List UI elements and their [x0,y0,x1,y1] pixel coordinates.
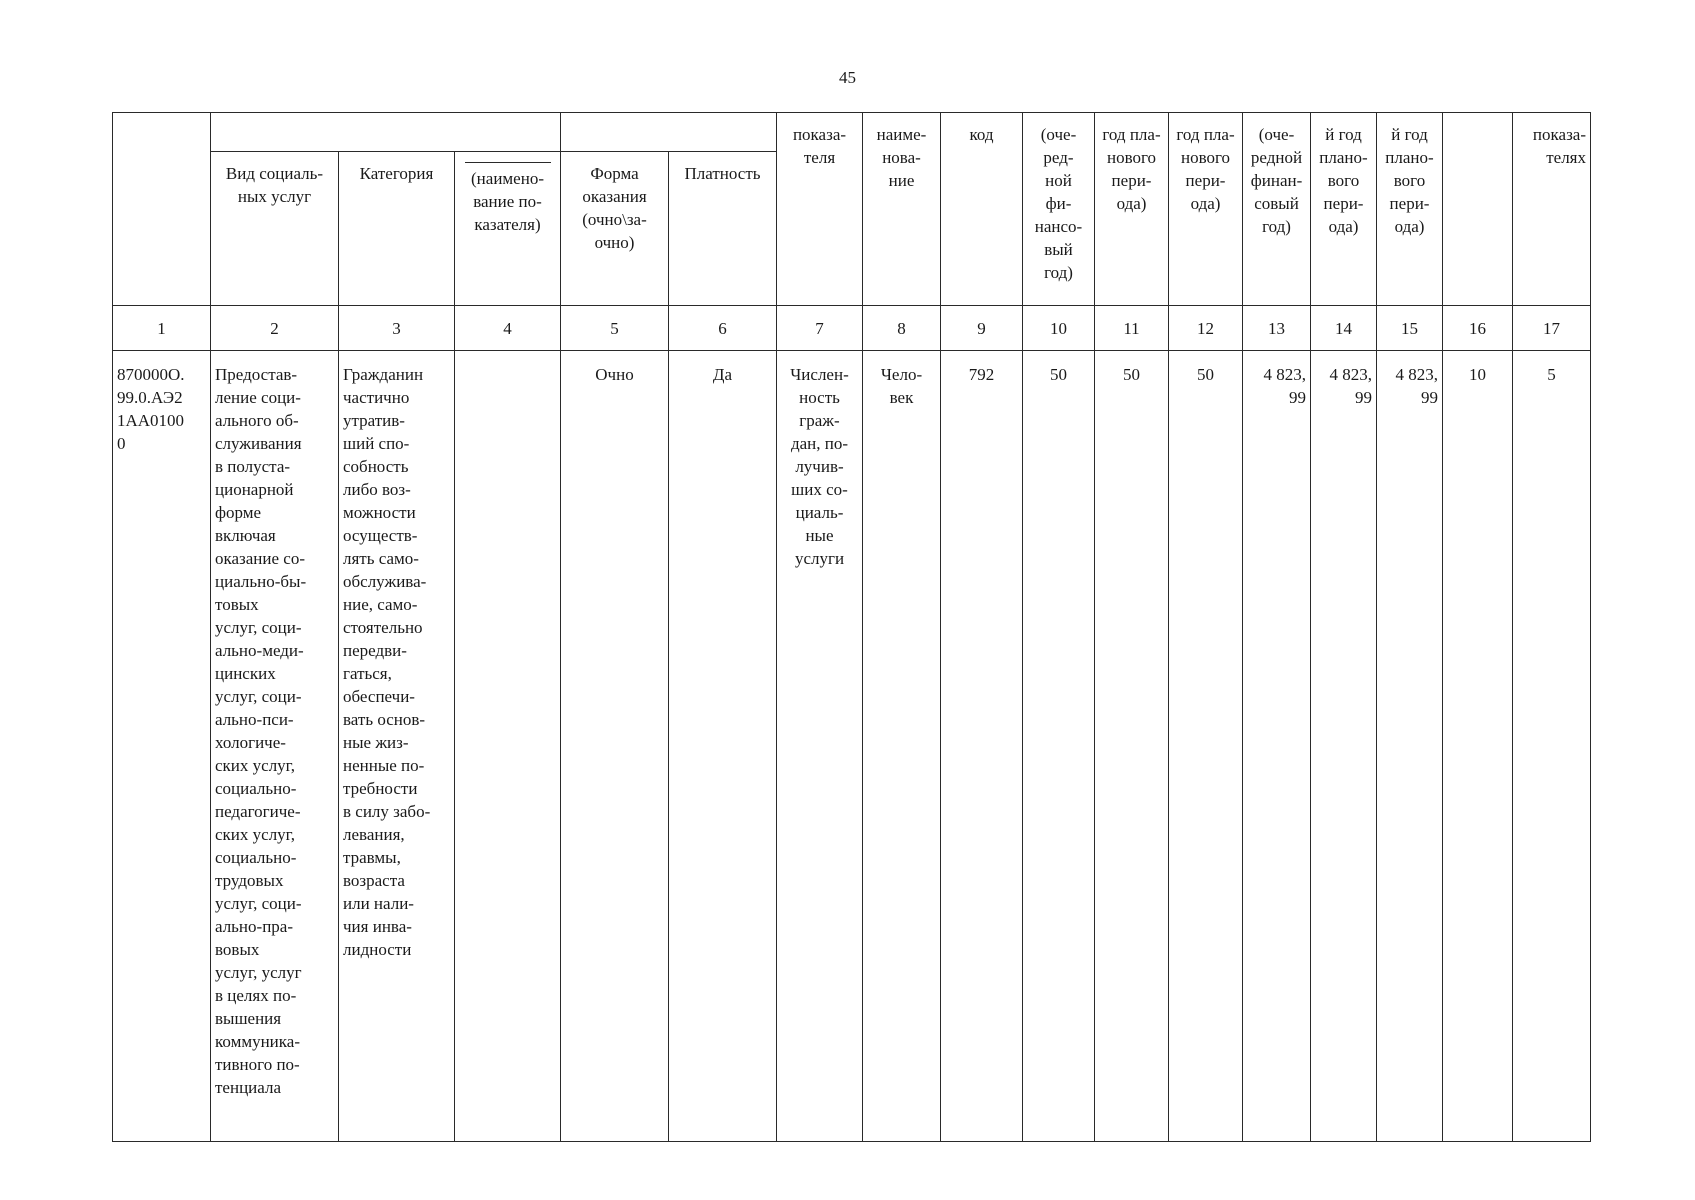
table-row [113,351,1591,1142]
header-cell-8: наиме- нова- ние [863,113,941,306]
header-cell-12: год пла- нового пери- ода) [1169,113,1243,306]
header-cell-2: Вид социаль- ных услуг [211,152,339,306]
indicator-name-cell [455,351,561,1142]
column-number: 6 [669,306,777,351]
service-type-cell: Предостав- ление соци- ального об- служивания в полуста- ционарной форме включая оказание со- циально-бы- товых услуг, соци- ально-меди- цинских услуг, соци- ально-пси- хологиче- ских услуг, социально- педагогиче- ских услуг, социально- трудовых услуг, соци- ально-пра- вовых услуг, услуг в целях по- вышения коммуника- тивного по- тенциала [211,351,339,1142]
header-cell-13: (оче- редной финан- совый год) [1243,113,1311,306]
column-number: 4 [455,306,561,351]
header-cell-10: (оче- ред- ной фи- нансо- вый год) [1023,113,1095,306]
header-cell-1 [113,113,211,306]
header-cell-3: Категория [339,152,455,306]
header-cell-6: Платность [669,152,777,306]
column-number-row [113,306,1591,351]
column-number: 2 [211,306,339,351]
column-number: 5 [561,306,669,351]
column-number: 11 [1095,306,1169,351]
header-cell-4: (наимено- вание по- казателя) [455,152,561,306]
column-number: 16 [1443,306,1513,351]
column-number: 10 [1023,306,1095,351]
value-plan-year-1-cell: 50 [1095,351,1169,1142]
deviation-percent-cell: 10 [1443,351,1513,1142]
price-plan-year-2-cell: 4 823, 99 [1377,351,1443,1142]
header-cell-14: й год плано- вого пери- ода) [1311,113,1377,306]
indicator-cell: Числен- ность граж- дан, по- лучив- ших со- циаль- ные услуги [777,351,863,1142]
header-cell-16 [1443,113,1513,306]
header-cell-7: показа- теля [777,113,863,306]
column-number: 12 [1169,306,1243,351]
column-number: 13 [1243,306,1311,351]
header-cell-17: показа- телях [1513,113,1591,306]
column-number: 9 [941,306,1023,351]
registry-code-cell: 870000О. 99.0.АЭ2 1АА0100 0 [113,351,211,1142]
price-plan-year-1-cell: 4 823, 99 [1311,351,1377,1142]
price-current-year-cell: 4 823, 99 [1243,351,1311,1142]
column-number: 15 [1377,306,1443,351]
delivery-form-cell: Очно [561,351,669,1142]
column-number: 17 [1513,306,1591,351]
header-cell-11: год пла- нового пери- ода) [1095,113,1169,306]
unit-name-cell: Чело- век [863,351,941,1142]
deviation-absolute-cell: 5 [1513,351,1591,1142]
column-number: 7 [777,306,863,351]
payment-cell: Да [669,351,777,1142]
header-group-content [211,113,561,152]
header-cell-5: Форма оказания (очно\за- очно) [561,152,669,306]
value-plan-year-2-cell: 50 [1169,351,1243,1142]
header-group-conditions [561,113,777,152]
column-number: 3 [339,306,455,351]
header-cell-9: код [941,113,1023,306]
service-indicator-table [112,112,1591,1142]
page-number: 45 [839,68,856,87]
column-number: 14 [1311,306,1377,351]
category-cell: Гражданин частично утратив- ший спо- собность либо воз- можности осуществ- лять само- обслужива- ние, само- стоятельно передви- гаться, обеспечи- вать основ- ные жиз- ненные по- требности в силу забо- левания, травмы, возраста или нали- чия инва- лидности [339,351,455,1142]
unit-code-cell: 792 [941,351,1023,1142]
column-number: 8 [863,306,941,351]
column-number: 1 [113,306,211,351]
header-cell-15: й год плано- вого пери- ода) [1377,113,1443,306]
header-row-top [113,113,1591,152]
value-current-year-cell: 50 [1023,351,1095,1142]
